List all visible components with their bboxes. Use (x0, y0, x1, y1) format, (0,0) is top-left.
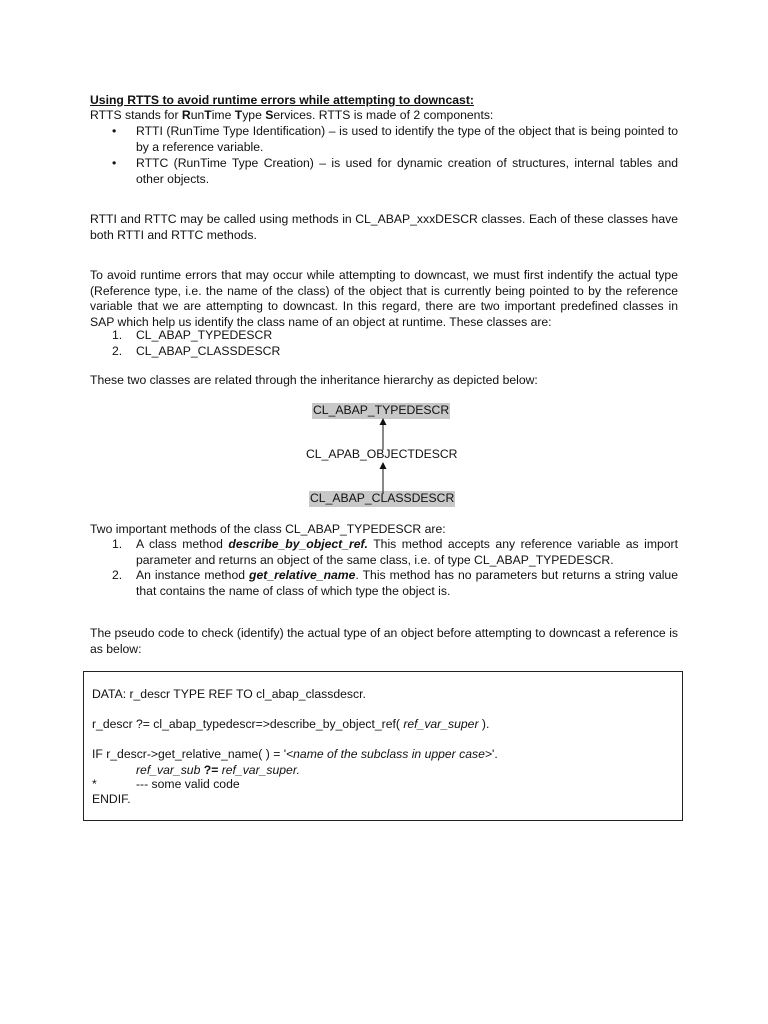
list-number: 1. (112, 537, 123, 551)
intro-bold-r: R (181, 108, 191, 122)
list-item (90, 328, 678, 344)
intro-line (90, 108, 678, 124)
arrow-head-lower-icon (380, 462, 387, 469)
method-name: describe_by_object_ref. (228, 537, 368, 551)
code-text: '. (492, 747, 498, 761)
method-text: A class method (136, 537, 229, 551)
bullet-icon: • (112, 124, 117, 138)
code-placeholder: <name of the subclass in upper case> (286, 747, 492, 761)
list-item-text: RTTC (RunTime Type Creation) – is used for dynamic creation of structures, internal tables and other objects. (136, 156, 678, 186)
code-line-comment: --- some valid code (136, 777, 240, 791)
intro-text: ervices. RTTS is made of 2 components: (273, 108, 494, 122)
code-var: ref_var_sub (136, 763, 201, 777)
method-text: This method accepts any reference variable as import parameter and returns an object of the same class, i.e. of type CL_ABAP_TYPEDESCR. (136, 537, 678, 567)
list-item (90, 156, 678, 187)
intro-text: RTTS stands for (90, 108, 182, 122)
intro-bold-t2: T (234, 108, 243, 122)
method-text: An instance method (136, 568, 250, 582)
intro-bold-t: T (204, 108, 212, 122)
code-var: ref_var_super (403, 717, 479, 731)
methods-list (90, 537, 678, 599)
arrow-head-upper-icon (380, 418, 387, 425)
code-text: ). (478, 717, 490, 731)
list-number: 2. (112, 568, 123, 582)
method-name: get_relative_name (249, 568, 356, 582)
section-heading: Using RTTS to avoid runtime errors while attempting to downcast: (90, 93, 474, 107)
code-box (83, 671, 683, 821)
code-operator: ?= (200, 763, 222, 777)
diagram-node-objectdescr: CL_APAB_OBJECTDESCR (306, 447, 458, 461)
code-line-describe (92, 717, 489, 733)
bullet-icon: • (112, 156, 117, 170)
list-item (90, 124, 678, 155)
list-item (90, 537, 678, 568)
paragraph-pseudo-code: The pseudo code to check (identify) the actual type of an object before attempting to downcast a reference is as below: (90, 626, 678, 656)
diagram-node-typedescr: CL_ABAP_TYPEDESCR (313, 403, 450, 417)
code-line-data: DATA: r_descr TYPE REF TO cl_abap_classdescr. (92, 687, 366, 701)
code-text: r_descr ?= cl_abap_typedescr=>describe_by_object_ref( (92, 717, 404, 731)
paragraph-hierarchy: These two classes are related through the inheritance hierarchy as depicted below: (90, 373, 538, 387)
paragraph-methods: Two important methods of the class CL_ABAP_TYPEDESCR are: (90, 522, 446, 536)
method-text: . This method has no parameters but returns a string value that contains the name of class of which type the object is. (136, 568, 678, 598)
code-line-endif: ENDIF. (92, 792, 131, 806)
code-var: ref_var_super. (221, 763, 300, 777)
list-item-text: CL_ABAP_CLASSDESCR (136, 343, 281, 358)
intro-text: ype (242, 108, 266, 122)
intro-text: un (190, 108, 205, 122)
paragraph-rtti-rttc: RTTI and RTTC may be called using methods in CL_ABAP_xxxDESCR classes. Each of these classes have both RTTI and RTTC methods. (90, 212, 678, 242)
list-item (90, 344, 678, 360)
components-list (90, 124, 678, 187)
paragraph-avoid-errors: To avoid runtime errors that may occur while attempting to downcast, we must first indentify the actual type (Reference type, i.e. the name of the class) of the object that is currently being pointed to by the reference variable that we are attempting to downcast. In this regard, there are two important predefined classes in SAP which help us identify the class name of an object at runtime. These classes are: (90, 268, 678, 329)
intro-text: ime (211, 108, 235, 122)
list-item-text: RTTI (RunTime Type Identification) – is used to identify the type of the object that is being pointed to by a reference variable. (136, 124, 678, 154)
classes-list (90, 328, 678, 359)
list-item-text: CL_ABAP_TYPEDESCR (136, 328, 273, 342)
code-text: IF r_descr->get_relative_name( ) = ' (92, 747, 287, 761)
diagram-node-classdescr: CL_ABAP_CLASSDESCR (310, 491, 455, 505)
code-line-if (92, 747, 498, 763)
intro-bold-s: S (265, 108, 274, 122)
list-item (90, 568, 678, 599)
list-number: 1. (112, 328, 123, 342)
code-line-comment-marker: * (92, 777, 97, 791)
list-number: 2. (112, 343, 123, 358)
